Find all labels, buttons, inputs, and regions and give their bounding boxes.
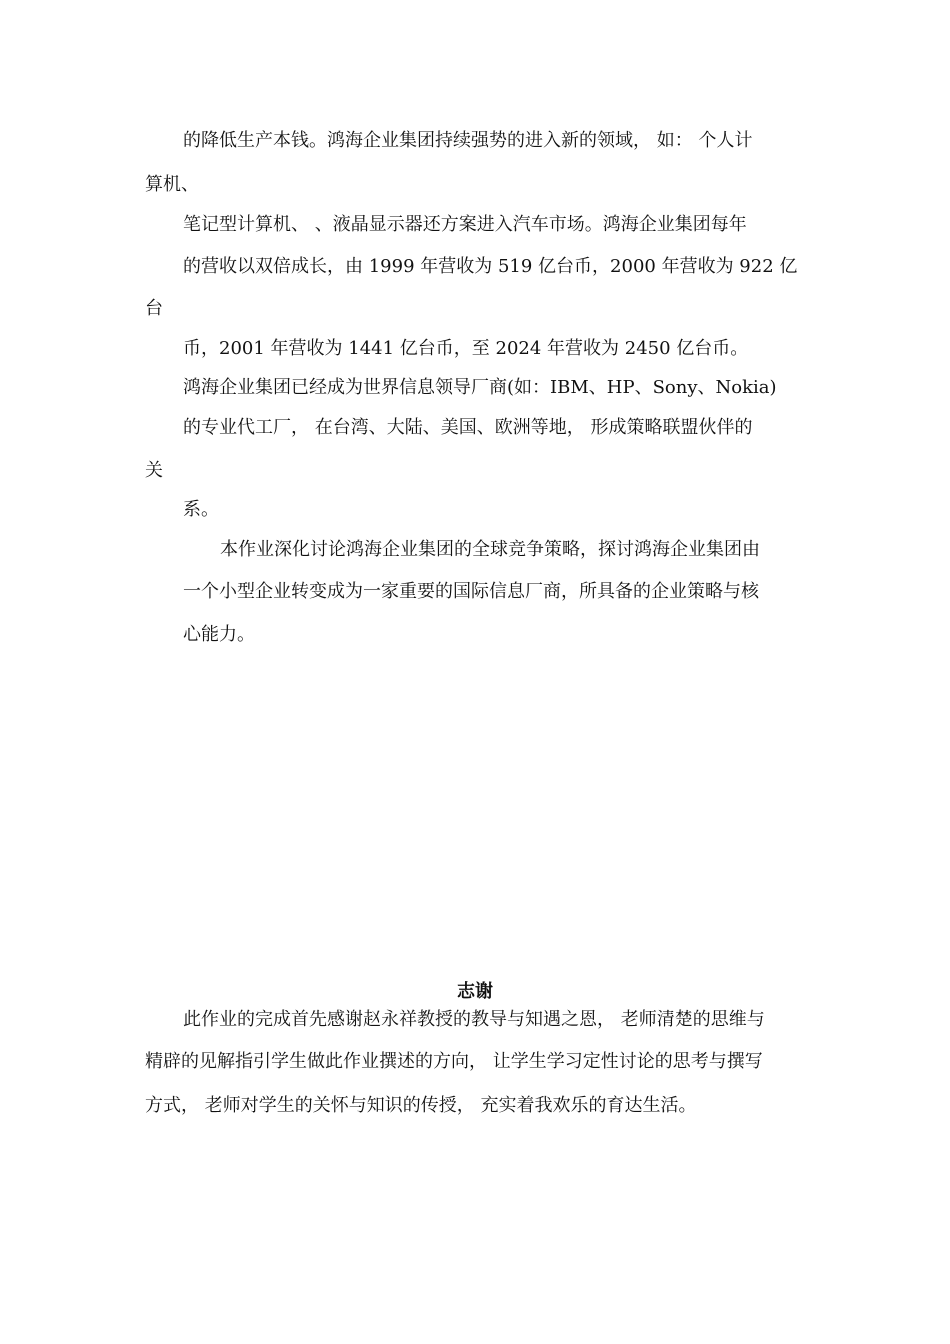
- body-line-7: 鸿海企业集团已经成为世界信息领导厂商(如：IBM、HP、Sony、Nokia): [183, 377, 777, 398]
- body-line-8: 的专业代工厂， 在台湾、大陆、美国、欧洲等地， 形成策略联盟伙伴的: [183, 417, 753, 438]
- body-line-5: 台: [145, 298, 163, 319]
- body-line-12: 一个小型企业转变成为一家重要的国际信息厂商，所具备的企业策略与核: [183, 581, 759, 602]
- body-line-10: 系。: [183, 499, 219, 520]
- acknowledgement-line-1: 此作业的完成首先感谢赵永祥教授的教导与知遇之恩， 老师清楚的思维与: [183, 1009, 765, 1030]
- body-line-13: 心能力。: [183, 624, 255, 645]
- body-line-11: 本作业深化讨论鸿海企业集团的全球竞争策略，探讨鸿海企业集团由: [220, 539, 760, 560]
- body-line-1: 的降低生产本钱。鸿海企业集团持续强势的进入新的领域， 如： 个人计: [183, 130, 753, 151]
- body-line-4: 的营收以双倍成长，由 1999 年营收为 519 亿台币，2000 年营收为 922 亿: [183, 256, 798, 277]
- body-line-6: 币，2001 年营收为 1441 亿台币，至 2024 年营收为 2450 亿台币。: [183, 338, 749, 359]
- body-line-9: 关: [145, 460, 163, 481]
- acknowledgement-line-2: 精辟的见解指引学生做此作业撰述的方向， 让学生学习定性讨论的思考与撰写: [145, 1051, 763, 1072]
- body-line-2: 算机、: [145, 174, 199, 195]
- body-line-3: 笔记型计算机、 、液晶显示器还方案进入汽车市场。鸿海企业集团每年: [183, 214, 747, 235]
- acknowledgement-heading: 志谢: [457, 981, 493, 1002]
- acknowledgement-line-3: 方式， 老师对学生的关怀与知识的传授， 充实着我欢乐的育达生活。: [145, 1095, 697, 1116]
